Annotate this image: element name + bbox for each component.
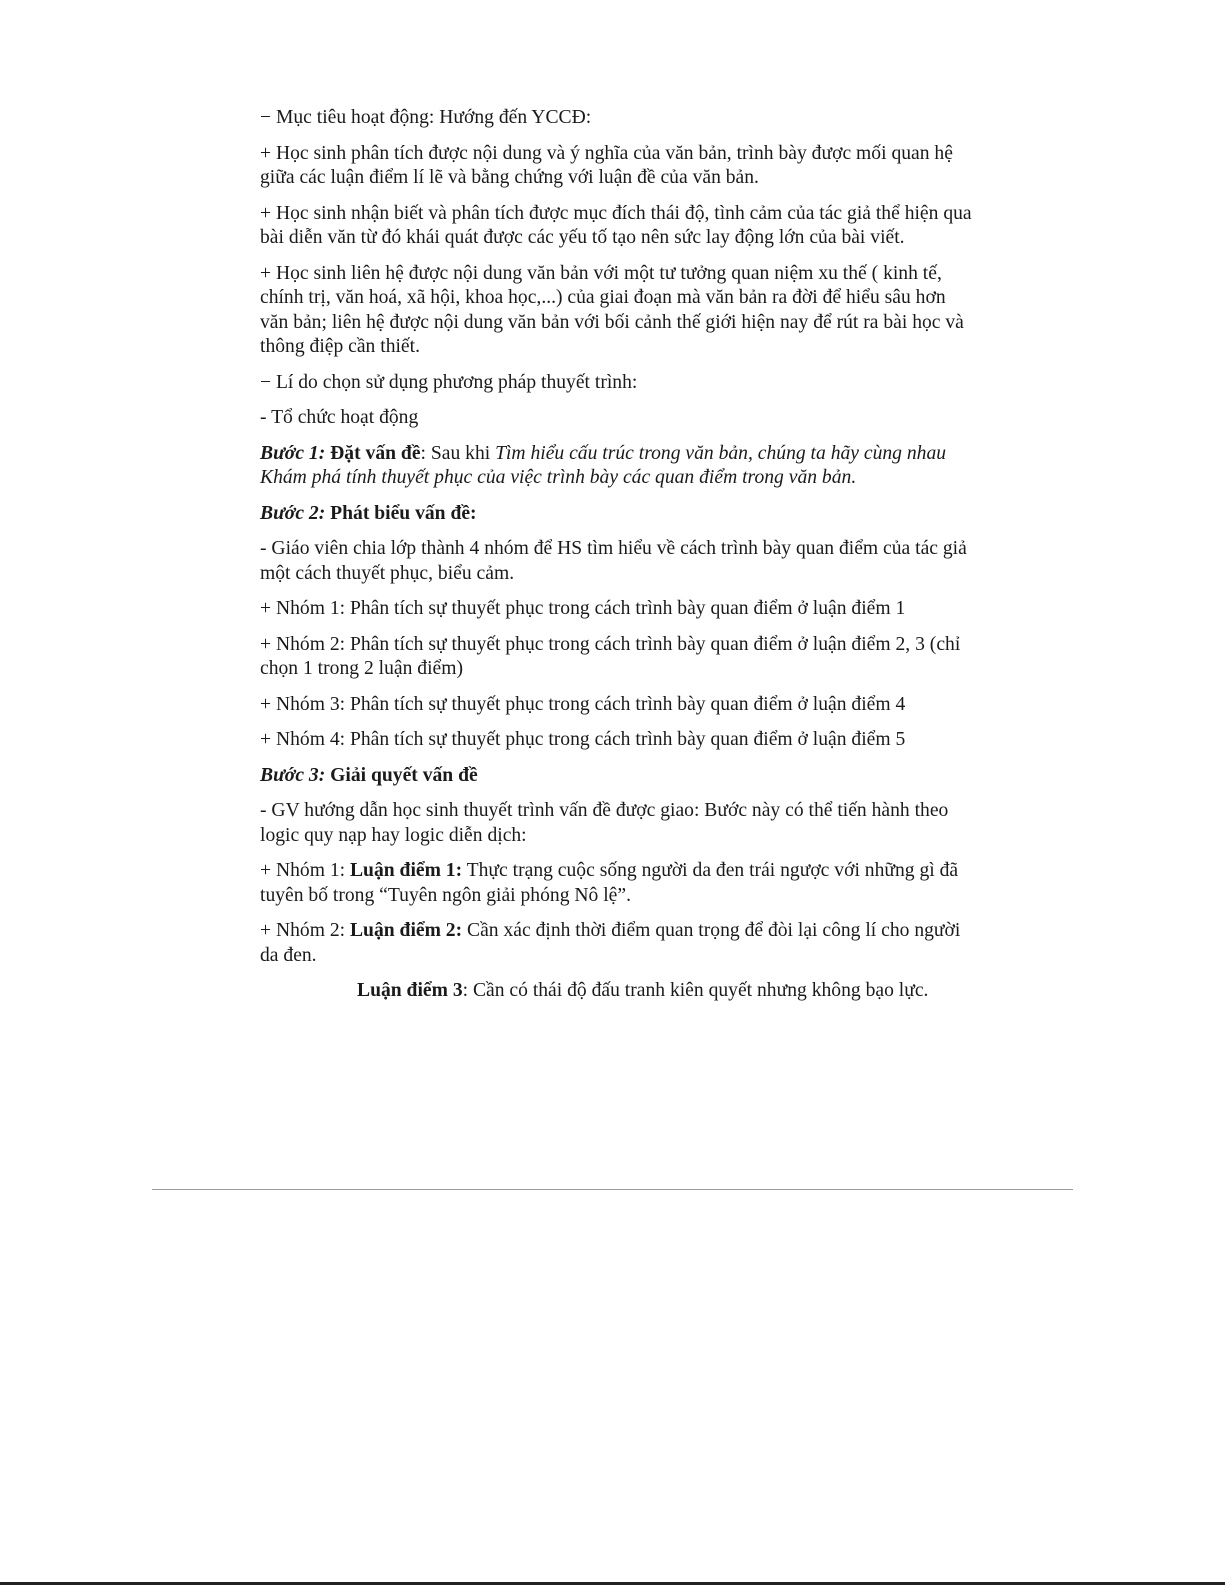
group-2-point [260, 919, 972, 968]
point-1-text: Thực trạng cuộc sống người da đen trái ngược với những gì đã tuyên bố trong “Tuyên ngôn giải phóng Nô lệ”. [260, 860, 959, 906]
group-3-task: + Nhóm 3: Phân tích sự thuyết phục trong cách trình bày quan điểm ở luận điểm 4 [260, 693, 906, 715]
step-3 [260, 764, 972, 789]
point-3 [212, 979, 972, 1004]
group-1-point [260, 859, 972, 908]
step-1-body: Tìm hiểu cấu trúc trong văn bản, chúng ta hãy cùng nhau Khám phá tính thuyết phục của việc trình bày các quan điểm trong văn bản. [260, 442, 947, 488]
step-2-label: Bước 2: [260, 502, 326, 524]
group-1-task: + Nhóm 1: Phân tích sự thuyết phục trong cách trình bày quan điểm ở luận điểm 1 [260, 598, 906, 619]
paragraph-objective-2: + Học sinh nhận biết và phân tích được mục đích thái độ, tình cảm của tác giả thể hiện qua bài diễn văn từ đó khái quát được các yếu tố tạo nên sức lay động lớn của bài viết. [260, 202, 972, 248]
paragraph-organize: - Tổ chức hoạt động [260, 407, 419, 428]
step-1 [260, 442, 972, 491]
group-1-prefix: + Nhóm 1: [260, 860, 350, 881]
point-2-label: Luận điểm 2: [349, 920, 463, 941]
paragraph-objective-3: + Học sinh liên hệ được nội dung văn bản với một tư tưởng quan niệm xu thế ( kinh tế, chính trị, văn hoá, xã hội, khoa học,...) của giai đoạn mà văn bản ra đời để hiểu sâu hơn văn bản; liên hệ được nội dung văn bản với bối cảnh thế giới hiện nay để rút ra bài học và thông điệp cần thiết. [260, 262, 964, 357]
paragraph-reason: − Lí do chọn sử dụng phương pháp thuyết trình: [260, 371, 638, 393]
step-1-sep: : Sau khi [420, 442, 496, 464]
page-divider [152, 1189, 1073, 1190]
step-1-title: Đặt vấn đề [330, 442, 421, 464]
point-1-label: Luận điểm 1: [349, 860, 463, 881]
step-3-label: Bước 3: [260, 764, 326, 786]
group-2-prefix: + Nhóm 2: [260, 920, 350, 941]
point-3-label: Luận điểm 3 [357, 980, 463, 1001]
group-2-task: + Nhóm 2: Phân tích sự thuyết phục trong cách trình bày quan điểm ở luận điểm 2, 3 (chỉ chọn 1 trong 2 luận điểm) [260, 633, 961, 679]
step-3-title: Giải quyết vấn đề [330, 764, 478, 786]
step-2 [260, 502, 972, 527]
point-2-text: Cần xác định thời điểm quan trọng để đòi lại công lí cho người da đen. [260, 920, 961, 966]
group-4-task: + Nhóm 4: Phân tích sự thuyết phục trong cách trình bày quan điểm ở luận điểm 5 [260, 729, 906, 750]
paragraph-groups-intro: - Giáo viên chia lớp thành 4 nhóm để HS tìm hiểu về cách trình bày quan điểm của tác giả một cách thuyết phục, biểu cảm. [260, 538, 967, 584]
point-3-text: : Cần có thái độ đấu tranh kiên quyết nhưng không bạo lực. [462, 980, 929, 1001]
step-1-label: Bước 1: [260, 442, 326, 464]
paragraph-objective: − Mục tiêu hoạt động: Hướng đến YCCĐ: [260, 107, 592, 128]
paragraph-guidance: - GV hướng dẫn học sinh thuyết trình vấn đề được giao: Bước này có thể tiến hành theo logic quy nạp hay logic diễn dịch: [260, 800, 949, 846]
step-2-title: Phát biểu vấn đề: [330, 502, 477, 524]
document-body [260, 106, 972, 1015]
paragraph-objective-1: + Học sinh phân tích được nội dung và ý nghĩa của văn bản, trình bày được mối quan hệ giữa các luận điểm lí lẽ và bằng chứng với luận đề của văn bản. [260, 142, 953, 188]
